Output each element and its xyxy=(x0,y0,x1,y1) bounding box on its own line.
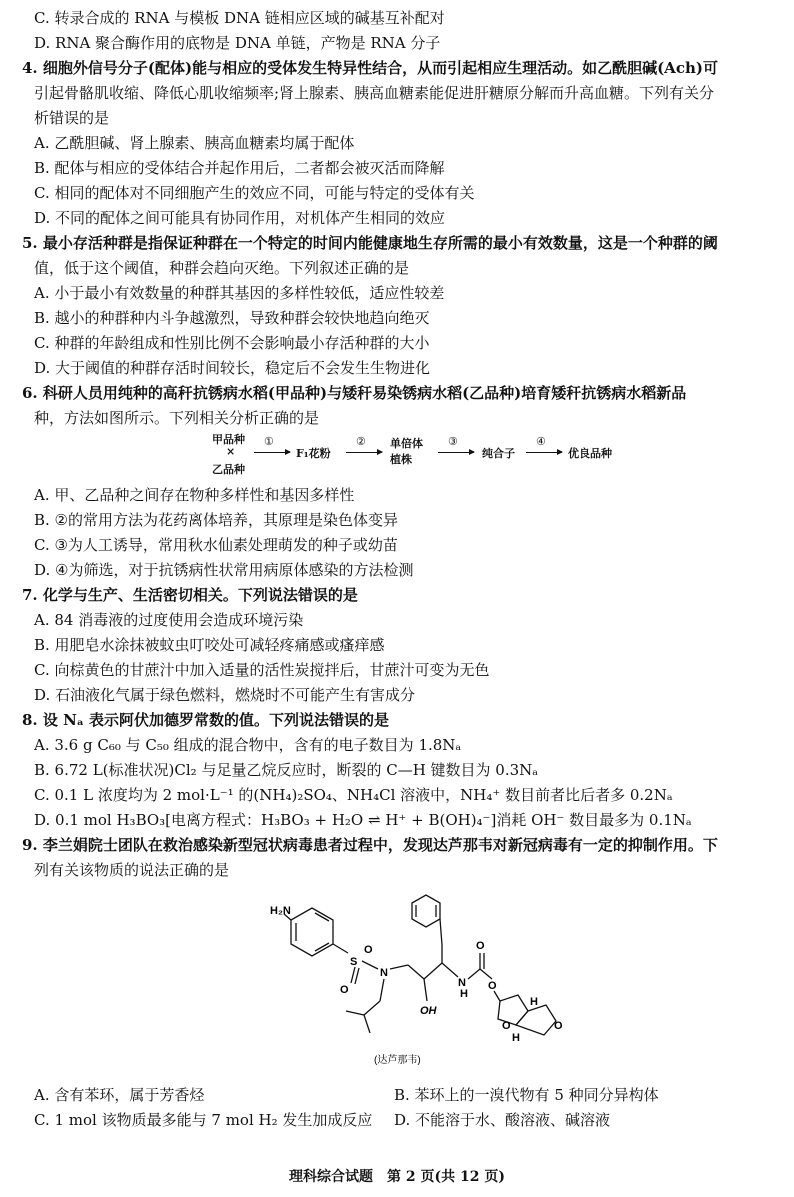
q4-stem-3: 析错误的是 xyxy=(34,109,110,127)
label-ring-o2: O xyxy=(554,1020,563,1032)
exam-page xyxy=(22,6,774,1133)
label-o2: O xyxy=(364,944,373,956)
label-s: S xyxy=(350,956,358,968)
q4-stem-2: 引起骨骼肌收缩、降低心肌收缩频率;肾上腺素、胰高血糖素能促进肝糖原分解而升高血糖。下列有关分 xyxy=(34,84,715,102)
label-o1: O xyxy=(340,984,349,996)
structure-caption: (达芦那韦) xyxy=(374,1055,421,1066)
q7-option-c: C. 向棕黄色的甘蔗汁中加入适量的活性炭搅拌后，甘蔗汁可变为无色 xyxy=(34,661,490,679)
q8-option-d: D. 0.1 mol H₃BO₃[电离方程式：H₃BO₃ + H₂O ⇌ H⁺ + B(OH)₄⁻]消耗 OH⁻ 数目最多为 0.1Nₐ xyxy=(34,811,692,829)
q5-option-b: B. 越小的种群种内斗争越激烈，导致种群会较快地趋向绝灭 xyxy=(34,309,430,327)
q9-options-row-2 xyxy=(22,1108,774,1133)
q7-option-d: D. 石油液化气属于绿色燃料，燃烧时不可能产生有害成分 xyxy=(34,686,416,704)
q9-stem-1: 9. 李兰娟院士团队在救治感染新型冠状病毒患者过程中，发现达芦那韦对新冠病毒有一定的抑制作用。下 xyxy=(22,836,718,854)
q9-option-b: B. 苯环上的一溴代物有 5 种同分异构体 xyxy=(394,1086,659,1104)
molecule-drawing xyxy=(22,883,774,1083)
q9-option-d: D. 不能溶于水、酸溶液、碱溶液 xyxy=(394,1111,611,1129)
darunavir-structure xyxy=(22,883,774,1083)
flow-node-2a: 单倍体 xyxy=(390,437,423,450)
q8-option-b: B. 6.72 L(标准状况)Cl₂ 与足量乙烷反应时，断裂的 C—H 键数目为 0.3Nₐ xyxy=(34,761,539,779)
flow-parent-1: 甲品种 xyxy=(212,433,245,446)
q8-stem: 8. 设 Nₐ 表示阿伏加德罗常数的值。下列说法错误的是 xyxy=(22,711,390,729)
q9-option-a: A. 含有苯环，属于芳香烃 xyxy=(34,1086,205,1104)
q5-option-c: C. 种群的年龄组成和性别比例不会影响最小存活种群的大小 xyxy=(34,334,430,352)
q9-stem-2: 列有关该物质的说法正确的是 xyxy=(34,861,230,879)
flow-parent-2: 乙品种 xyxy=(212,463,245,476)
q8-option-a: A. 3.6 g C₆₀ 与 C₅₀ 组成的混合物中，含有的电子数目为 1.8Nₐ xyxy=(34,736,462,754)
q7-option-b: B. 用肥皂水涂抹被蚊虫叮咬处可减轻疼痛感或瘙痒感 xyxy=(34,636,385,654)
breeding-flowchart xyxy=(212,431,774,483)
q7-stem: 7. 化学与生产、生活密切相关。下列说法错误的是 xyxy=(22,586,358,604)
q5-option-a: A. 小于最小有效数量的种群其基因的多样性较低，适应性较差 xyxy=(34,284,445,302)
q9-option-c: C. 1 mol 该物质最多能与 7 mol H₂ 发生加成反应 xyxy=(34,1111,373,1129)
label-ring-h2: H xyxy=(512,1032,520,1044)
q6-option-b: B. ②的常用方法为花药离体培养，其原理是染色体变异 xyxy=(34,511,399,529)
q5-stem-1: 5. 最小存活种群是指保证种群在一个特定的时间内能健康地生存所需的最小有效数量，这是一个种群的阈 xyxy=(22,234,718,252)
label-nh2: H₂N xyxy=(270,905,291,917)
q6-option-d: D. ④为筛选，对于抗锈病性状常用病原体感染的方法检测 xyxy=(34,561,414,579)
q4-option-c: C. 相同的配体对不同细胞产生的效应不同，可能与特定的受体有关 xyxy=(34,184,475,202)
flow-node-4: 优良品种 xyxy=(568,447,612,460)
q4-option-a: A. 乙酰胆碱、肾上腺素、胰高血糖素均属于配体 xyxy=(34,134,355,152)
q6-option-c: C. ③为人工诱导，常用秋水仙素处理萌发的种子或幼苗 xyxy=(34,536,398,554)
flow-cross: × xyxy=(226,445,236,458)
q6-option-a: A. 甲、乙品种之间存在物种多样性和基因多样性 xyxy=(34,486,355,504)
flow-arrow-1 xyxy=(254,452,290,453)
flow-step-4: ④ xyxy=(536,435,546,448)
q5-option-d: D. 大于阈值的种群存活时间较长，稳定后不会发生生物进化 xyxy=(34,359,431,377)
flow-step-1: ① xyxy=(264,435,274,448)
q4-stem-1: 4. 细胞外信号分子(配体)能与相应的受体发生特异性结合，从而引起相应生理活动。如乙酰胆碱(Ach)可 xyxy=(22,59,718,77)
flow-arrow-3 xyxy=(438,452,474,453)
page-footer: 理科综合试题 第 2 页(共 12 页) xyxy=(289,1169,505,1185)
label-ring-o1: O xyxy=(502,1020,511,1032)
flow-step-3: ③ xyxy=(448,435,458,448)
q3-option-c: C. 转录合成的 RNA 与模板 DNA 链相应区域的碱基互补配对 xyxy=(34,9,445,27)
label-nh-n: N xyxy=(458,977,466,989)
label-oh: OH xyxy=(420,1005,437,1017)
q6-stem-2: 种，方法如图所示。下列相关分析正确的是 xyxy=(34,409,320,427)
q4-option-b: B. 配体与相应的受体结合并起作用后，二者都会被灭活而降解 xyxy=(34,159,445,177)
flow-node-3: 纯合子 xyxy=(482,447,515,460)
flow-node-2b: 植株 xyxy=(390,453,412,466)
q3-option-d: D. RNA 聚合酶作用的底物是 DNA 单链，产物是 RNA 分子 xyxy=(34,34,441,52)
label-n: N xyxy=(380,967,388,979)
label-nh-h: H xyxy=(460,988,468,1000)
q7-option-a: A. 84 消毒液的过度使用会造成环境污染 xyxy=(34,611,304,629)
q9-options-row-1 xyxy=(22,1083,774,1108)
label-ester-o: O xyxy=(488,980,497,992)
flow-node-1: F₁花粉 xyxy=(296,447,331,460)
flow-arrow-4 xyxy=(526,452,562,453)
q6-stem-1: 6. 科研人员用纯种的高秆抗锈病水稻(甲品种)与矮秆易染锈病水稻(乙品种)培育矮秆抗锈病水稻新品 xyxy=(22,384,687,402)
label-ring-h1: H xyxy=(530,996,538,1008)
q4-option-d: D. 不同的配体之间可能具有协同作用，对机体产生相同的效应 xyxy=(34,209,446,227)
q5-stem-2: 值，低于这个阈值，种群会趋向灭绝。下列叙述正确的是 xyxy=(34,259,410,277)
label-carbonyl-o: O xyxy=(476,940,485,952)
flow-arrow-2 xyxy=(346,452,382,453)
flow-step-2: ② xyxy=(356,435,366,448)
q8-option-c: C. 0.1 L 浓度均为 2 mol·L⁻¹ 的(NH₄)₂SO₄、NH₄Cl 溶液中，NH₄⁺ 数目前者比后者多 0.2Nₐ xyxy=(34,786,673,804)
